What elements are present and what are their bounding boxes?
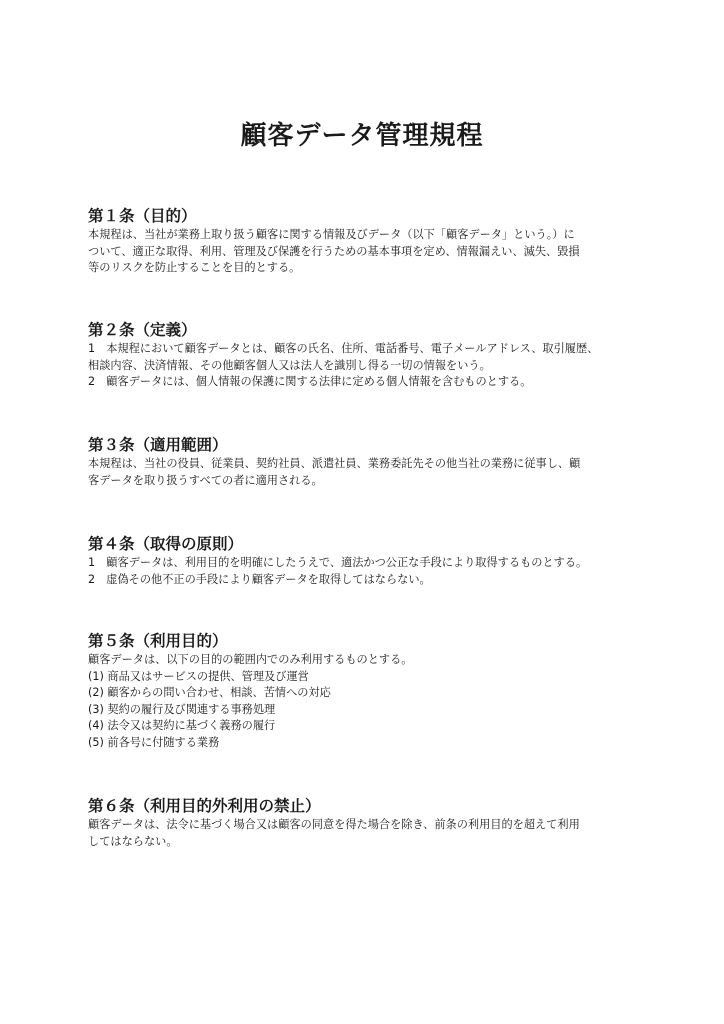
body-line: 客データを取り扱うすべての者に適用される。	[88, 473, 323, 487]
article-body	[88, 227, 648, 277]
article-body	[88, 652, 648, 752]
article-heading: 第５条（利用目的）	[88, 632, 228, 650]
body-line: してはならない。	[88, 834, 178, 848]
clause-line: 1 本規程において顧客データとは、顧客の氏名、住所、電話番号、電子メールアドレス、取引履歴、	[88, 342, 599, 355]
article-heading: 第６条（利用目的外利用の禁止）	[88, 797, 321, 815]
article-body	[88, 555, 648, 588]
body-line: 顧客データは、以下の目的の範囲内でのみ利用するものとする。	[88, 653, 413, 666]
body-line: 本規程は、当社が業務上取り扱う顧客に関する情報及びデータ（以下「顧客データ」という。）に	[88, 228, 575, 241]
article-body	[88, 341, 648, 391]
article-heading: 第３条（適用範囲）	[88, 436, 228, 454]
article-2	[88, 319, 648, 391]
article-heading: 第４条（取得の原則）	[88, 535, 244, 553]
clause-line: 相談内容、決済情報、その他顧客個人又は法人を識別し得る一切の情報をいう。	[88, 358, 491, 372]
article-6	[88, 795, 648, 850]
clause-line: 2 虚偽その他不正の手段により顧客データを取得してはならない。	[88, 572, 431, 586]
body-line: 等のリスクを防止することを目的とする。	[88, 261, 301, 275]
body-line: ついて、適正な取得、利用、管理及び保護を行うための基本事項を定め、情報漏えい、滅失、毀損	[88, 244, 580, 258]
article-4	[88, 533, 648, 588]
clause-line: 2 顧客データには、個人情報の保護に関する法律に定める個人情報を含むものとする。	[88, 375, 532, 389]
clause-line: 1 顧客データは、利用目的を明確にしたうえで、適法かつ公正な手段により取得するものとする。	[88, 556, 588, 569]
article-heading: 第２条（定義）	[88, 321, 197, 339]
list-item: (3) 契約の履行及び関連する事務処理	[88, 702, 276, 716]
list-item: (1) 商品又はサービスの提供、管理及び運営	[88, 669, 309, 683]
article-heading: 第１条（目的）	[88, 207, 197, 225]
article-1	[88, 205, 648, 277]
article-3	[88, 434, 648, 489]
article-body	[88, 817, 648, 850]
article-5	[88, 630, 648, 752]
body-line: 顧客データは、法令に基づく場合又は顧客の同意を得た場合を除き、前条の利用目的を超えて利用	[88, 818, 580, 831]
document-title: 顧客データ管理規程	[240, 121, 484, 151]
body-line: 本規程は、当社の役員、従業員、契約社員、派遣社員、業務委託先その他当社の業務に従事し、顧	[88, 457, 581, 470]
article-body	[88, 456, 648, 489]
list-item: (4) 法令又は契約に基づく義務の履行	[88, 719, 276, 733]
list-item: (5) 前各号に付随する業務	[88, 735, 220, 749]
list-item: (2) 顧客からの問い合わせ、相談、苦情への対応	[88, 686, 331, 700]
